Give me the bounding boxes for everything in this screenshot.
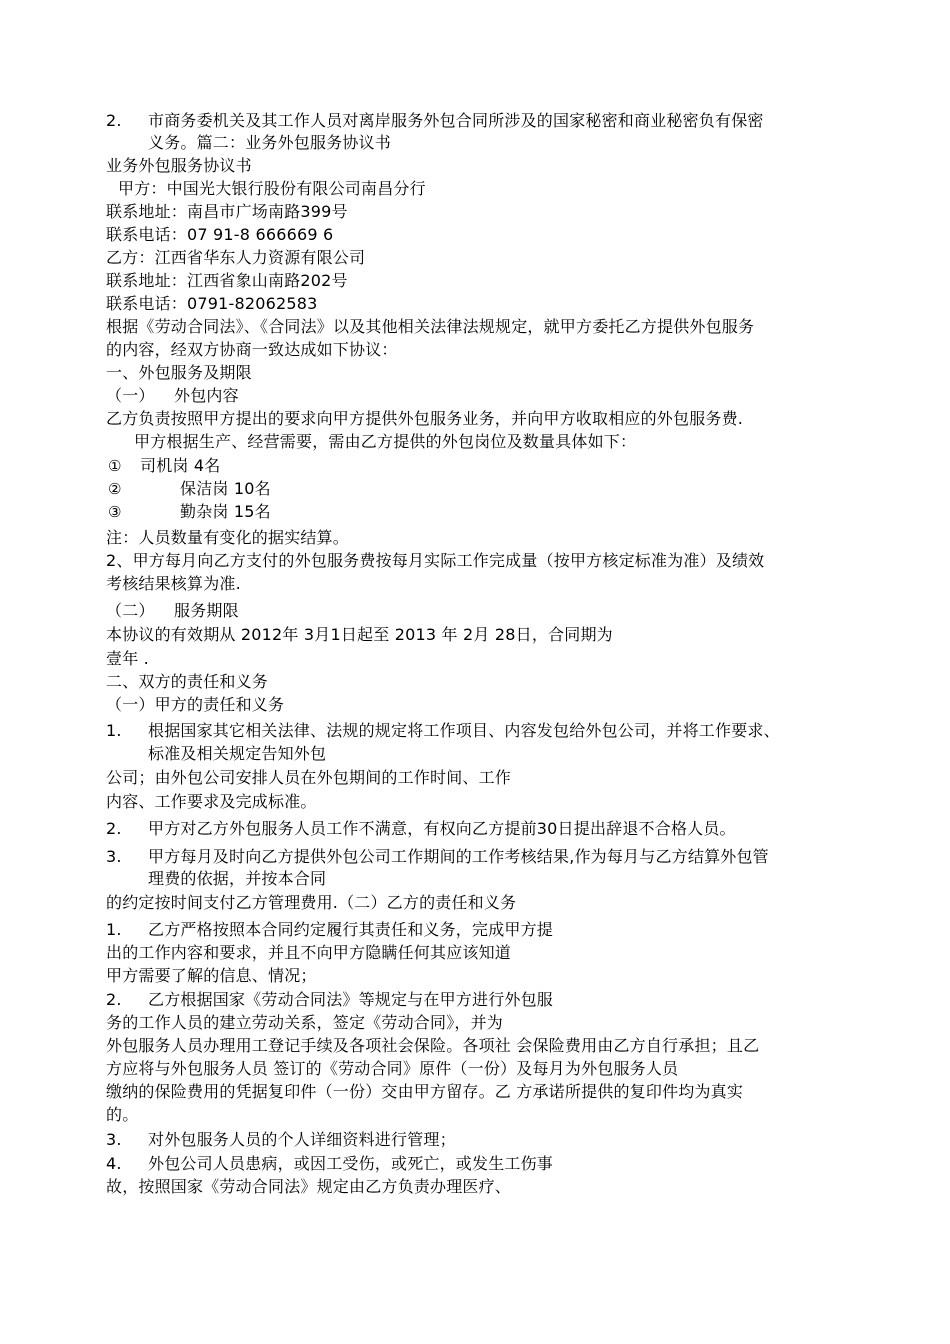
position-text: 保洁岗 10名 (180, 479, 271, 498)
b-duty-1-line (106, 919, 553, 941)
a-duty-1-line-4: 内容、工作要求及完成标准。 (106, 792, 317, 811)
b-duty-2-line-3: 外包服务人员办理用工登记手续及各项社会保险。各项社 会保险费用由乙方自行承担；且乙 (106, 1036, 760, 1055)
term-line-2: 壹年 . (106, 649, 149, 668)
party-b-address: 联系地址：江西省象山南路202号 (106, 271, 348, 290)
b-duty-2-line-5: 缴纳的保险费用的凭据复印件（一份）交由甲方留存。乙 方承诺所提供的复印件均为真实 (106, 1082, 744, 1101)
note-line: 注：人员数量有变化的据实结算。 (106, 528, 350, 547)
b-duty-2-line (106, 989, 553, 1011)
a-duty-1-continuation: 标准及相关规定告知外包 (148, 744, 327, 763)
subsection-title: 外包内容 (174, 386, 239, 405)
subsection-2-heading (106, 600, 239, 622)
positions-intro: 甲方根据生产、经营需要，需由乙方提供的外包岗位及数量具体如下： (134, 432, 637, 451)
clause-2-line (106, 110, 764, 132)
a-duty-1-line (106, 720, 780, 742)
clause-number: 3. (106, 847, 122, 866)
clause-text: 外包公司人员患病，或因工受伤，或死亡，或发生工伤事 (148, 1154, 554, 1173)
b-duty-2-line-2: 务的工作人员的建立劳动关系，签定《劳动合同》，并为 (106, 1013, 504, 1032)
clause-2-continuation: 义务。篇二：业务外包服务协议书 (148, 133, 392, 152)
section-1-heading: 一、外包服务及期限 (106, 363, 252, 382)
circled-number-2: ② (108, 480, 122, 498)
party-b-phone: 联系电话：0791-82062583 (106, 294, 318, 313)
b-duty-2-line-4: 方应将与外包服务人员 签订的《劳动合同》原件（一份）及每月为外包服务人员 (106, 1059, 679, 1078)
clause-number: 1. (106, 920, 122, 939)
party-a-phone: 联系电话：07 91-8 666669 6 (106, 225, 334, 244)
clause-number: 2. (106, 819, 122, 838)
a-duty-2-line (106, 818, 736, 840)
position-text: 勤杂岗 15名 (180, 502, 271, 521)
a-duty-3-line-3: 的约定按时间支付乙方管理费用.（二）乙方的责任和义务 (106, 893, 517, 912)
section-2-heading: 二、双方的责任和义务 (106, 672, 269, 691)
circled-number-1: ① (108, 457, 122, 475)
b-duty-4-line (106, 1153, 553, 1175)
subsection-number: （一） (106, 386, 155, 405)
b-duty-4-line-2: 故，按照国家《劳动合同法》规定由乙方负责办理医疗、 (106, 1177, 512, 1196)
fee-clause-line-1: 2、甲方每月向乙方支付的外包服务费按每月实际工作完成量（按甲方核定标准为准）及绩效 (106, 551, 765, 570)
position-text: 司机岗 4名 (140, 456, 221, 475)
clause-text: 甲方对乙方外包服务人员工作不满意，有权向乙方提前30日提出辞退不合格人员。 (148, 819, 736, 838)
position-item-1 (108, 455, 220, 477)
subsection-1-heading (106, 385, 239, 407)
subsection-number: （二） (106, 601, 155, 620)
party-a-address: 联系地址：南昌市广场南路399号 (106, 202, 348, 221)
preamble-line-2: 的内容，经双方协商一致达成如下协议： (106, 340, 398, 359)
a-duty-1-line-3: 公司；由外包公司安排人员在外包期间的工作时间、工作 (106, 768, 512, 787)
preamble-line-1: 根据《劳动合同法》、《合同法》以及其他相关法律法规规定，就甲方委托乙方提供外包服务 (106, 317, 755, 336)
clause-number: 2. (106, 990, 122, 1009)
a-duty-3-line (106, 846, 769, 868)
b-duty-1-line-3: 甲方需要了解的信息、情况； (106, 966, 317, 985)
party-b-name: 乙方：江西省华东人力资源有限公司 (106, 248, 366, 267)
circled-number-3: ③ (108, 503, 122, 521)
outsourcing-content-line: 乙方负责按照甲方提出的要求向甲方提供外包服务业务，并向甲方收取相应的外包服务费. (106, 409, 744, 428)
clause-number: 1. (106, 721, 122, 740)
clause-number: 2. (106, 111, 122, 130)
clause-text: 市商务委机关及其工作人员对离岸服务外包合同所涉及的国家秘密和商业秘密负有保密 (148, 111, 764, 130)
term-line-1: 本协议的有效期从 2012年 3月1日起至 2013 年 2月 28日，合同期为 (106, 625, 613, 644)
clause-text: 乙方严格按照本合同约定履行其责任和义务，完成甲方提 (148, 920, 554, 939)
agreement-title: 业务外包服务协议书 (106, 156, 252, 175)
clause-text: 乙方根据国家《劳动合同法》等规定与在甲方进行外包服 (148, 990, 554, 1009)
b-duty-3-line (106, 1129, 456, 1151)
party-a-name: 甲方：中国光大银行股份有限公司南昌分行 (118, 179, 426, 198)
clause-text: 甲方每月及时向乙方提供外包公司工作期间的工作考核结果,作为每月与乙方结算外包管 (148, 847, 769, 866)
clause-text: 根据国家其它相关法律、法规的规定将工作项目、内容发包给外包公司，并将工作要求、 (148, 721, 780, 740)
clause-number: 3. (106, 1130, 122, 1149)
a-duty-3-continuation: 理费的依据，并按本合同 (148, 869, 327, 888)
position-item-3 (108, 501, 271, 523)
b-duty-2-line-6: 的。 (106, 1105, 139, 1124)
position-item-2 (108, 478, 271, 500)
b-duty-1-line-2: 出的工作内容和要求，并且不向甲方隐瞒任何其应该知道 (106, 943, 512, 962)
fee-clause-line-2: 考核结果核算为准. (106, 574, 241, 593)
party-a-duties-heading: （一）甲方的责任和义务 (106, 695, 285, 714)
clause-text: 对外包服务人员的个人详细资料进行管理； (148, 1130, 456, 1149)
subsection-title: 服务期限 (174, 601, 239, 620)
clause-number: 4. (106, 1154, 122, 1173)
